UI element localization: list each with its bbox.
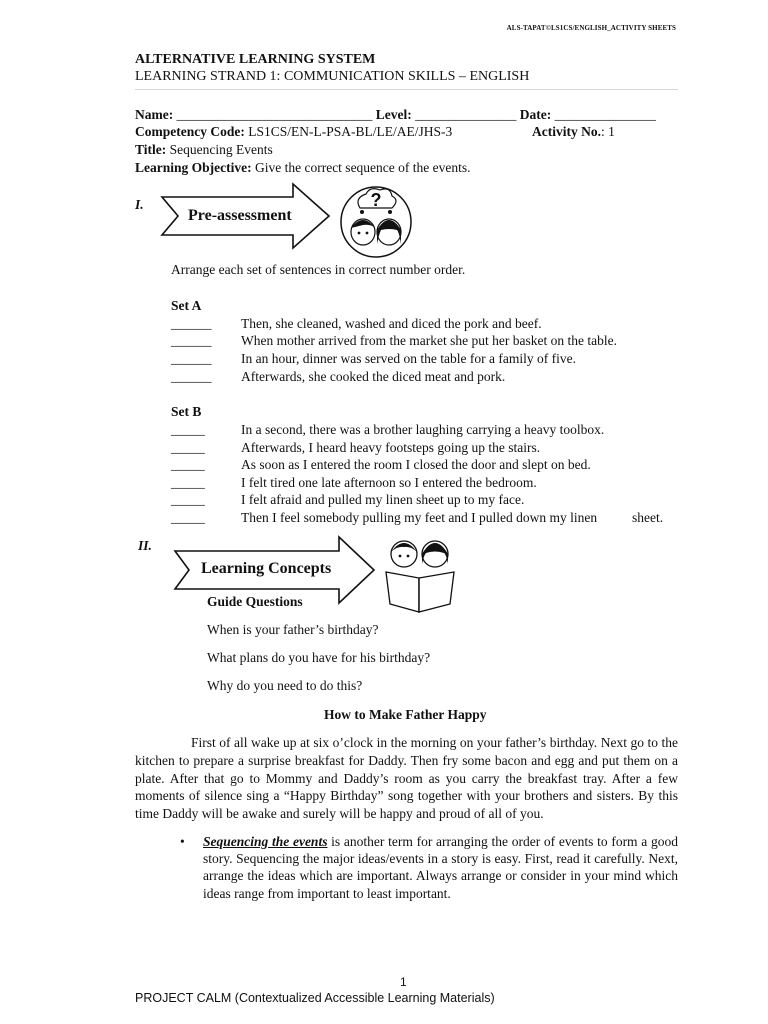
org-title: ALTERNATIVE LEARNING SYSTEM: [135, 52, 376, 67]
guide-question-3: Why do you need to do this?: [207, 678, 363, 693]
reading-kids-icon: [378, 534, 462, 614]
set-b-label: Set B: [171, 404, 202, 419]
answer-blank: _____: [171, 492, 205, 507]
sentence-text: I felt afraid and pulled my linen sheet up to my face.: [241, 492, 525, 507]
date-blank: _______________: [554, 107, 656, 122]
header-divider: [135, 89, 678, 90]
answer-blank: _____: [171, 440, 205, 455]
sequencing-bullet: [182, 833, 678, 902]
set-b-item-6: [171, 510, 597, 526]
guide-question-2: What plans do you have for his birthday?: [207, 650, 431, 665]
bullet-icon: •: [180, 834, 185, 849]
set-b-item-2: [171, 440, 540, 456]
answer-blank: _____: [171, 475, 205, 490]
learning-concepts-label: Learning Concepts: [201, 560, 332, 577]
objective-value: Give the correct sequence of the events.: [254, 160, 471, 175]
sentence-text: In a second, there was a brother laughing carrying a heavy toolbox.: [241, 422, 605, 437]
sentence-text: Then, she cleaned, washed and diced the pork and beef.: [241, 316, 542, 331]
story-title: How to Make Father Happy: [324, 707, 487, 722]
set-b-item-5: [171, 492, 524, 508]
page-number: 1: [400, 975, 407, 989]
bullet-definition: is another term for arranging the order of events to form a good story. Sequencing the major ideas/events in a story is easy. First, read it carefully. Next, arrange the ideas which are important. Always arrange or consider in your mind which ideas range from important to least important.: [203, 834, 678, 901]
sentence-text: Then I feel somebody pulling my feet and I pulled down my linen: [241, 510, 598, 525]
date-label: Date:: [519, 107, 552, 122]
set-a-item-4: [171, 369, 505, 385]
sequencing-term: Sequencing the events: [203, 834, 328, 849]
competency-code: LS1CS/EN-L-PSA-BL/LE/AE/JHS-3: [248, 124, 453, 139]
set-b-item-1: [171, 422, 604, 438]
level-label: Level:: [375, 107, 412, 122]
guide-question-1: When is your father’s birthday?: [207, 622, 379, 637]
answer-blank: ______: [171, 316, 212, 331]
title-value: Sequencing Events: [169, 142, 273, 157]
set-b-item-4: [171, 475, 537, 491]
story-paragraph: First of all wake up at six o’clock in the morning on your father’s birthday. Next go to the kitchen to prepare a surprise breakfast for Daddy. Then fry some bacon and egg and put them on a plate. After that go to Mommy and Daddy’s room as you carry the breakfast tray. After a few moments of silence sing a “Happy Birthday” song together with your brothers and sisters. By this time Daddy will be awake and surely will be happy and proud of all of you.: [135, 735, 678, 822]
set-b-item-6-continuation: sheet.: [632, 510, 664, 525]
set-b-item-3: [171, 457, 591, 473]
title-label: Title:: [135, 142, 167, 157]
document-header-code: ALS-TAPAT©LS1CS/ENGLISH_ACTIVITY SHEETS: [506, 24, 676, 32]
answer-blank: _____: [171, 457, 205, 472]
guide-questions-heading: Guide Questions: [207, 594, 303, 609]
set-a-label: Set A: [171, 298, 202, 313]
bullet-text: [203, 833, 678, 902]
set-a-item-1: [171, 316, 542, 332]
activity-number: [532, 124, 615, 140]
answer-blank: _____: [171, 422, 205, 437]
name-label: Name:: [135, 107, 174, 122]
competency-line: [135, 124, 452, 140]
set-a-item-3: [171, 351, 576, 367]
objective-label: Learning Objective:: [135, 160, 252, 175]
title-line: [135, 142, 273, 158]
sentence-text: In an hour, dinner was served on the table for a family of five.: [241, 351, 576, 366]
project-footer: PROJECT CALM (Contextualized Accessible Learning Materials): [135, 991, 495, 1005]
level-blank: _______________: [415, 107, 517, 122]
svg-text:?: ?: [370, 190, 382, 210]
sentence-text: Afterwards, she cooked the diced meat and pork.: [241, 369, 506, 384]
objective-line: [135, 160, 471, 176]
answer-blank: ______: [171, 351, 212, 366]
name-blank: _____________________________: [176, 107, 373, 122]
learning-strand: LEARNING STRAND 1: COMMUNICATION SKILLS – ENGLISH: [135, 69, 530, 84]
sentence-text: As soon as I entered the room I closed the door and slept on bed.: [241, 457, 591, 472]
section-1-numeral: I.: [135, 197, 144, 212]
set-a-item-2: [171, 333, 617, 349]
pre-assessment-instruction: Arrange each set of sentences in correct number order.: [171, 262, 466, 277]
activity-value: : 1: [600, 124, 615, 139]
answer-blank: ______: [171, 333, 212, 348]
section-2-numeral: II.: [138, 538, 152, 553]
sentence-text: I felt tired one late afternoon so I entered the bedroom.: [241, 475, 537, 490]
thinking-kids-icon: [338, 184, 414, 258]
answer-blank: _____: [171, 510, 205, 525]
activity-label: Activity No.: [532, 124, 601, 139]
name-level-date-line: [135, 107, 656, 123]
sentence-text: When mother arrived from the market she put her basket on the table.: [241, 333, 617, 348]
pre-assessment-label: Pre-assessment: [188, 207, 292, 224]
competency-label: Competency Code:: [135, 124, 245, 139]
sentence-text: Afterwards, I heard heavy footsteps going up the stairs.: [241, 440, 541, 455]
answer-blank: ______: [171, 369, 212, 384]
